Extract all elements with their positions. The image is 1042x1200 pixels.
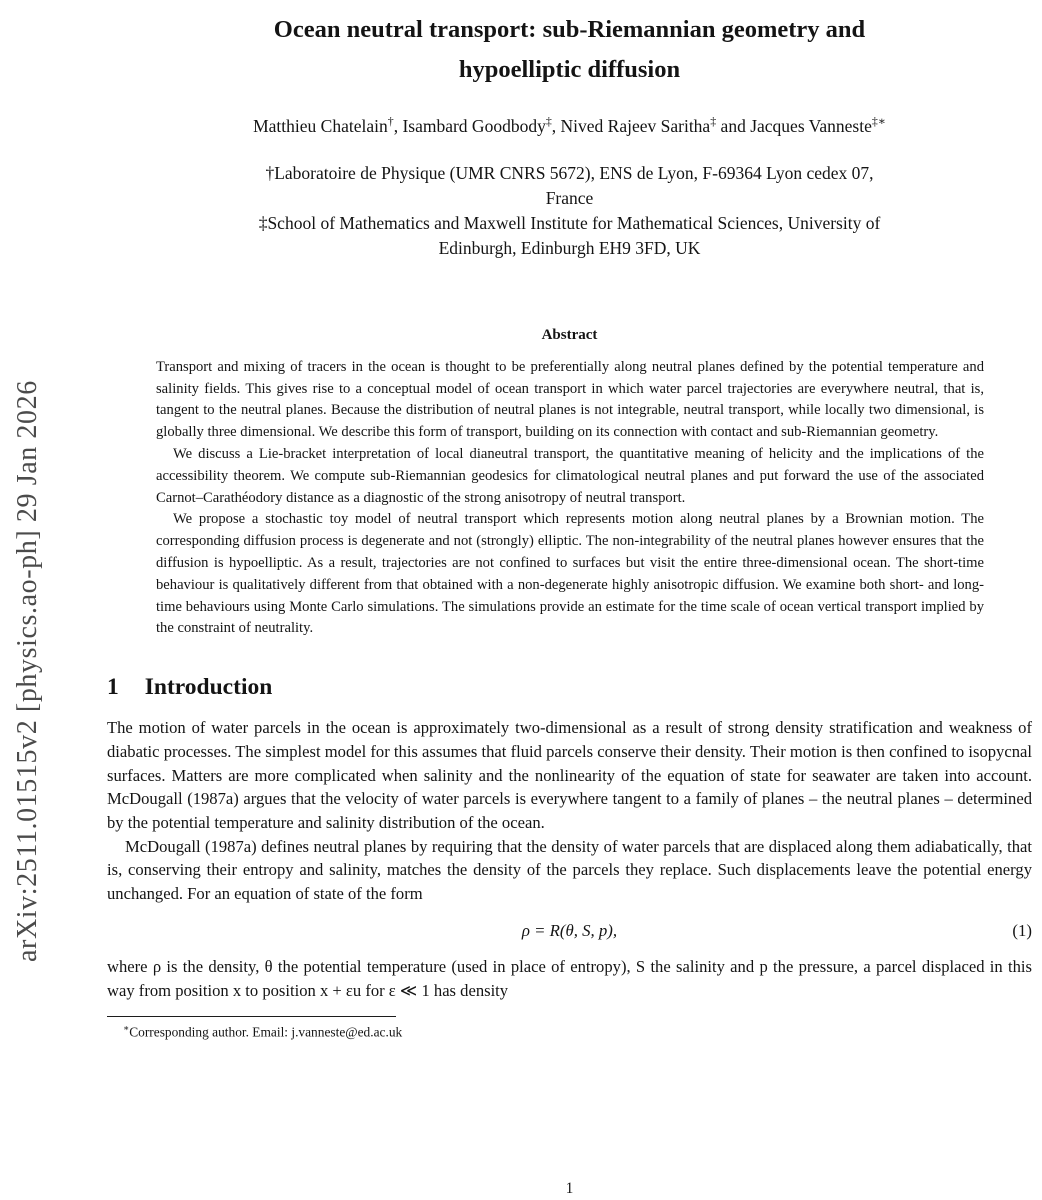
author-separator: and <box>716 115 751 136</box>
abstract-paragraph: We propose a stochastic toy model of neutral transport which represents motion along neutral planes by a Brownian motion. The corresponding diffusion process is degenerate and not (strongly) elliptic. The non-integrability of the neutral planes however ensures that the diffusion is hypoelliptic. As a result, trajectories are not confined to surfaces but visit the entire three-dimensional ocean. The short-time behaviour is qualitatively different from that obtained with a non-degenerate highly anisotropic diffusion. We examine both short- and long-time behaviours using Monte Carlo simulations. The simulations provide an estimate for the time scale of ocean vertical transport implied by the constraint of neutrality. <box>156 511 984 637</box>
footnote-rule <box>107 1016 396 1017</box>
abstract-paragraph: Transport and mixing of tracers in the ocean is thought to be preferentially along neutral planes defined by the potential temperature and salinity fields. This gives rise to a conceptual model of ocean transport in which water parcel trajectories are everywhere neutral, that is, tangent to the neutral planes. Because the distribution of neutral planes is not integrable, neutral transport, while locally two dimensional, is globally three dimensional. We describe this form of transport, building on its connection with contact and sub-Riemannian geometry. <box>156 358 984 441</box>
footnote-text: Corresponding author. Email: j.vanneste@ed.ac.uk <box>129 1024 403 1040</box>
section-title: Introduction <box>144 674 273 701</box>
equation-number: (1) <box>1012 920 1032 940</box>
paper-title-line2: hypoelliptic diffusion <box>458 56 681 83</box>
affiliations <box>107 161 1032 261</box>
author-separator: , <box>393 115 403 136</box>
author-line <box>107 114 1032 137</box>
abstract-body <box>156 357 984 640</box>
introduction-text <box>107 716 1032 906</box>
author-name: Jacques Vanneste <box>750 115 872 136</box>
arxiv-stamp: arXiv:2511.01515v2 [physics.ao-ph] 29 Jan 2026 <box>12 380 43 962</box>
paper-title <box>107 10 1032 90</box>
affiliation-line: Edinburgh, Edinburgh EH9 3FD, UK <box>438 237 701 258</box>
author-affiliation-mark: ‡ <box>710 114 717 128</box>
page-number: 1 <box>565 1180 574 1197</box>
author-separator: , <box>551 115 561 136</box>
body-paragraph: where ρ is the density, θ the potential temperature (used in place of entropy), S the salinity and p the pressure, a parcel displaced in this way from position x to position x + εu for ε ≪ 1 has density <box>107 956 1032 1000</box>
affiliation-line: ‡School of Mathematics and Maxwell Institute for Mathematical Sciences, University of <box>258 212 881 233</box>
author-affiliation-mark: ‡∗ <box>871 114 886 128</box>
author-name: Nived Rajeev Saritha <box>560 115 711 136</box>
footnote-marker: ∗ <box>123 1023 130 1034</box>
introduction-text-continued <box>107 955 1032 1002</box>
body-paragraph: McDougall (1987a) defines neutral planes by requiring that the density of water parcels that are displaced along them adiabatically, that is, conserving their entropy and salinity, matches the density of the parcels they replace. Such displacements leave the potential energy unchanged. For an equation of state of the form <box>107 836 1032 904</box>
author-affiliation-mark: ‡ <box>545 114 552 128</box>
author-affiliation-mark: † <box>387 114 394 128</box>
abstract-heading: Abstract <box>541 326 598 343</box>
equation-block <box>107 921 1032 941</box>
section-number: 1 <box>107 674 119 701</box>
body-paragraph: The motion of water parcels in the ocean is approximately two-dimensional as a result of strong density stratification and weakness of diabatic processes. The simplest model for this assumes that fluid parcels conserve their density. Their motion is then confined to isopycnal surfaces. Matters are more complicated when salinity and the nonlinearity of the equation of state for seawater are taken into account. McDougall (1987a) argues that the velocity of water parcels is everywhere tangent to a family of planes – the neutral planes – determined by the potential temperature and salinity distribution of the ocean. <box>107 718 1032 832</box>
author-name: Isambard Goodbody <box>402 115 546 136</box>
abstract-paragraph: We discuss a Lie-bracket interpretation of local dianeutral transport, the quantitative meaning of helicity and the implications of the accessibility theorem. We compute sub-Riemannian geodesics for climatological neutral planes and put forward the use of the associated Carnot–Carathéodory distance as a diagnostic of the strong anisotropy of neutral transport. <box>156 446 984 506</box>
affiliation-line: France <box>545 187 594 208</box>
paper-content <box>107 0 1032 1041</box>
affiliation-line: †Laboratoire de Physique (UMR CNRS 5672), ENS de Lyon, F-69364 Lyon cedex 07, <box>265 162 874 183</box>
paper-title-line1: Ocean neutral transport: sub-Riemannian geometry and <box>273 16 866 43</box>
footnote <box>107 1023 1032 1040</box>
author-name: Matthieu Chatelain <box>253 115 388 136</box>
section-heading <box>107 674 1032 701</box>
equation: ρ = R(θ, S, p), <box>521 920 618 940</box>
